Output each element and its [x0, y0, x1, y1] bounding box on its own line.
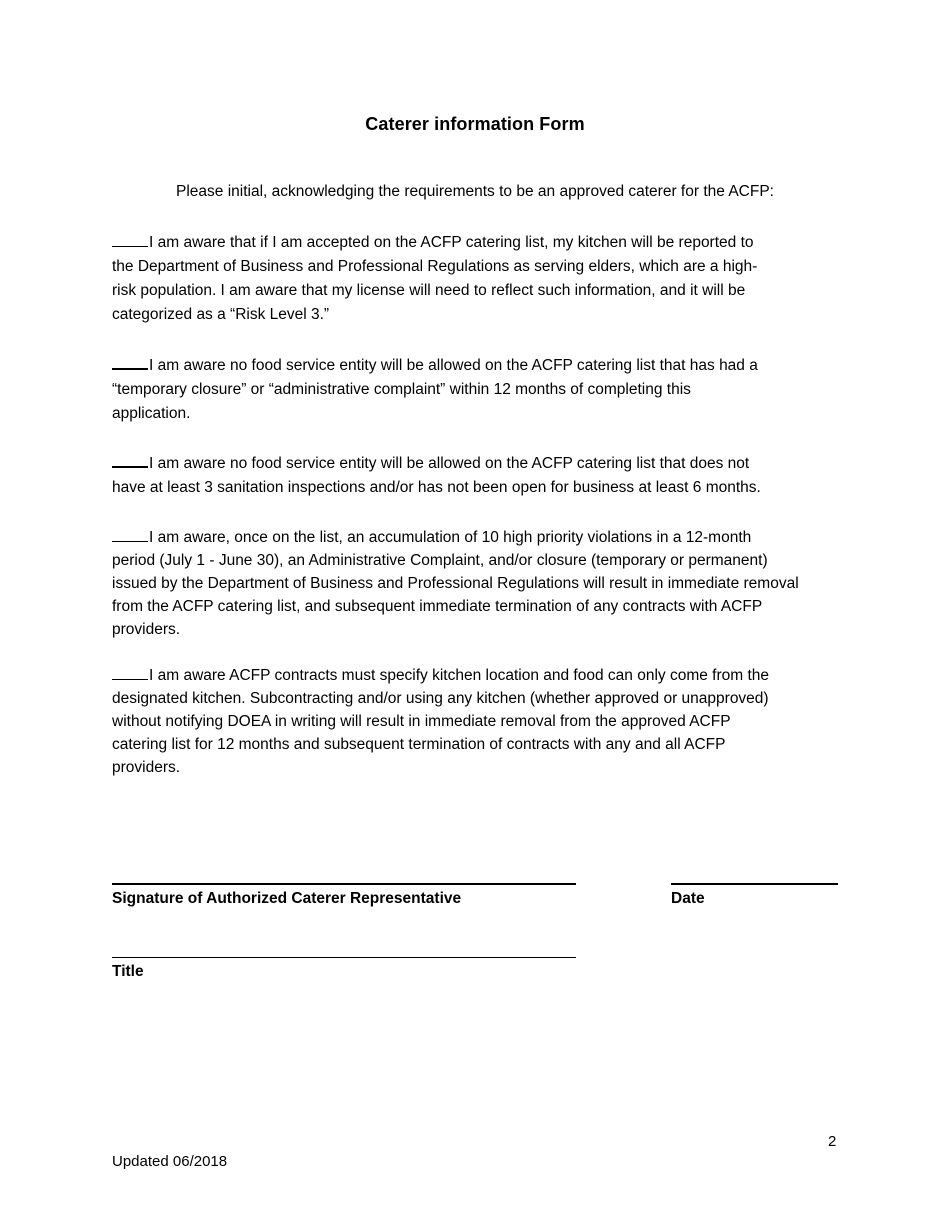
signature-line[interactable] — [112, 883, 576, 885]
item-3-line-2: have at least 3 sanitation inspections and/or has not been open for business at least 6 months. — [112, 479, 761, 496]
signature-label: Signature of Authorized Caterer Representative — [112, 890, 462, 907]
initial-blank-5[interactable] — [112, 665, 148, 680]
acknowledgement-item-5 — [112, 664, 852, 779]
item-4-line-5: providers. — [112, 621, 181, 638]
item-2-line-3: application. — [112, 405, 191, 422]
initial-blank-2[interactable] — [112, 354, 148, 370]
item-5-line-4: catering list for 12 months and subsequent termination of contracts with any and all ACFP — [112, 736, 726, 753]
initial-blank-3[interactable] — [112, 452, 148, 468]
item-1-line-4: categorized as a “Risk Level 3.” — [112, 306, 330, 323]
item-1-line-3: risk population. I am aware that my license will need to reflect such information, and it will be — [112, 282, 746, 299]
initial-blank-4[interactable] — [112, 527, 148, 542]
acknowledgement-item-4 — [112, 526, 852, 641]
date-label: Date — [671, 890, 705, 907]
item-2-line-1: I am aware no food service entity will be allowed on the ACFP catering list that has had a — [149, 357, 758, 374]
acknowledgement-item-2 — [112, 354, 852, 426]
item-1-line-1: I am aware that if I am accepted on the ACFP catering list, my kitchen will be reported to — [149, 234, 754, 251]
item-2-line-2: “temporary closure” or “administrative complaint” within 12 months of completing this — [112, 381, 691, 398]
acknowledgement-item-1 — [112, 231, 852, 327]
intro-text: Please initial, acknowledging the requirements to be an approved caterer for the ACFP: — [176, 183, 774, 200]
item-4-line-2: period (July 1 - June 30), an Administrative Complaint, and/or closure (temporary or permanent) — [112, 552, 768, 569]
item-4-line-3: issued by the Department of Business and Professional Regulations will result in immediate removal — [112, 575, 799, 592]
item-5-line-5: providers. — [112, 759, 181, 776]
form-title: Caterer information Form — [365, 114, 585, 134]
item-5-line-2: designated kitchen. Subcontracting and/or using any kitchen (whether approved or unapproved) — [112, 690, 769, 707]
initial-blank-1[interactable] — [112, 232, 148, 247]
acknowledgement-item-3 — [112, 452, 852, 500]
page-number: 2 — [828, 1133, 837, 1150]
item-3-line-1: I am aware no food service entity will be allowed on the ACFP catering list that does not — [149, 455, 750, 472]
title-label: Title — [112, 963, 144, 980]
item-4-line-1: I am aware, once on the list, an accumulation of 10 high priority violations in a 12-month — [149, 529, 752, 546]
date-line[interactable] — [671, 883, 838, 885]
title-line[interactable] — [112, 957, 576, 958]
item-5-line-1: I am aware ACFP contracts must specify kitchen location and food can only come from the — [149, 667, 770, 684]
updated-date: Updated 06/2018 — [112, 1153, 228, 1170]
item-4-line-4: from the ACFP catering list, and subsequent immediate termination of any contracts with ACFP — [112, 598, 763, 615]
item-5-line-3: without notifying DOEA in writing will result in immediate removal from the approved ACFP — [112, 713, 731, 730]
item-1-line-2: the Department of Business and Professional Regulations as serving elders, which are a high- — [112, 258, 758, 275]
